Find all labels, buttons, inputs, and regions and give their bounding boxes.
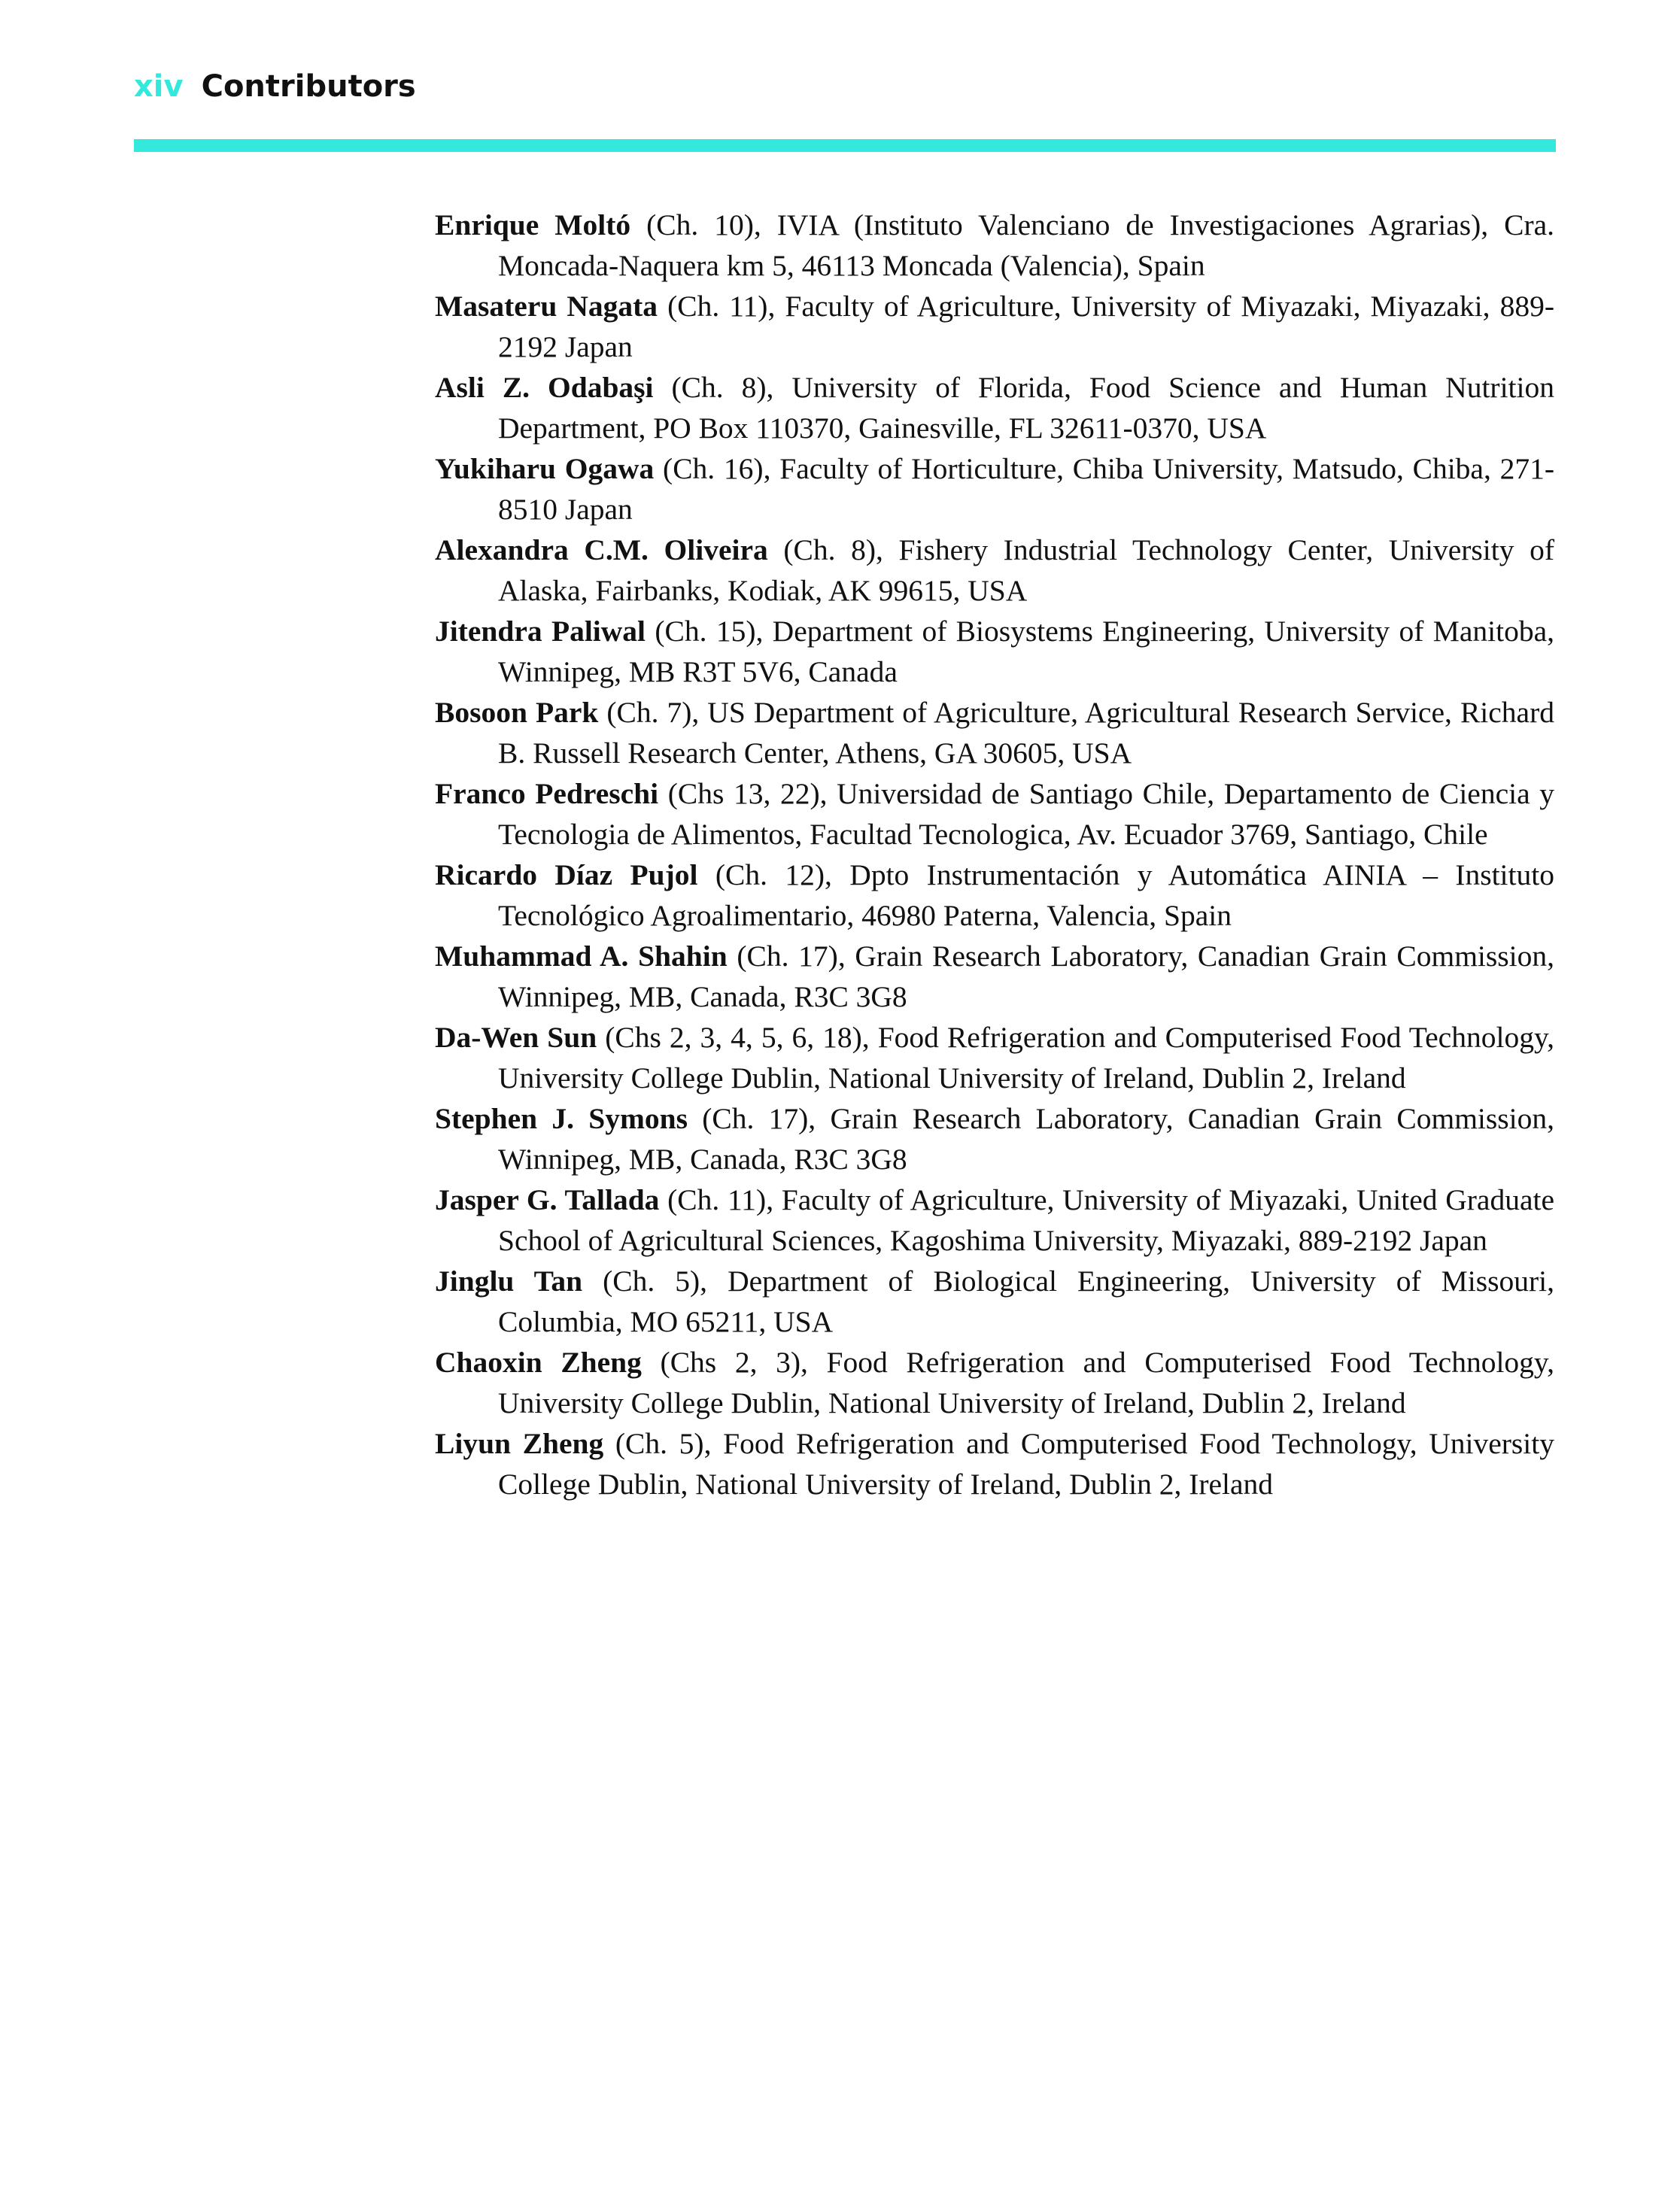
contributor-name: Yukiharu Ogawa — [435, 452, 655, 485]
contributor-entry — [435, 1017, 1554, 1098]
running-header — [134, 69, 416, 114]
contributor-details: (Ch. 17), Grain Research Laboratory, Canadian Grain Commission, Winnipeg, MB, Canada, R3C 3G8 — [498, 940, 1555, 1013]
contributor-entry — [435, 773, 1554, 855]
contributor-entry — [435, 1180, 1554, 1261]
contributor-name: Bosoon Park — [435, 696, 599, 729]
contributor-name: Enrique Moltó — [435, 208, 631, 241]
contributor-name: Liyun Zheng — [435, 1427, 604, 1460]
contributor-entry — [435, 1342, 1554, 1423]
contributor-details: (Ch. 7), US Department of Agriculture, Agricultural Research Service, Richard B. Russell Research Center, Athens, GA 30605, USA — [498, 696, 1554, 770]
page-number: xiv — [134, 69, 184, 104]
contributor-details: (Ch. 5), Food Refrigeration and Computerised Food Technology, University College Dublin, National University of Ireland, Dublin 2, Ireland — [498, 1427, 1554, 1501]
contributor-name: Muhammad A. Shahin — [435, 940, 728, 973]
contributor-details: (Ch. 11), Faculty of Agriculture, University of Miyazaki, United Graduate School of Agricultural Sciences, Kagoshima University, Miyazaki, 889-2192 Japan — [498, 1183, 1554, 1257]
contributor-entry — [435, 936, 1554, 1017]
contributor-details: (Chs 2, 3), Food Refrigeration and Computerised Food Technology, University College Dublin, National University of Ireland, Dublin 2, Ireland — [498, 1346, 1554, 1419]
contributor-details: (Ch. 11), Faculty of Agriculture, University of Miyazaki, Miyazaki, 889-2192 Japan — [498, 290, 1554, 363]
contributor-list — [435, 205, 1554, 1504]
contributor-name: Franco Pedreschi — [435, 777, 659, 810]
contributor-entry — [435, 1098, 1554, 1180]
contributor-details: (Ch. 5), Department of Biological Engineering, University of Missouri, Columbia, MO 65211, USA — [498, 1265, 1554, 1338]
section-title: Contributors — [201, 69, 416, 104]
contributor-entry — [435, 692, 1554, 773]
header-rule — [134, 139, 1556, 152]
contributor-name: Alexandra C.M. Oliveira — [435, 533, 768, 566]
contributor-entry — [435, 448, 1554, 530]
contributor-details: (Ch. 10), IVIA (Instituto Valenciano de Investigaciones Agrarias), Cra. Moncada-Naquera km 5, 46113 Moncada (Valencia), Spain — [498, 208, 1554, 282]
contributor-details: (Chs 2, 3, 4, 5, 6, 18), Food Refrigeration and Computerised Food Technology, University College Dublin, National University of Ireland, Dublin 2, Ireland — [498, 1021, 1554, 1094]
contributor-entry — [435, 1261, 1554, 1342]
contributor-name: Asli Z. Odabaşi — [435, 371, 654, 404]
contributor-entry — [435, 367, 1554, 448]
contributor-entry — [435, 530, 1554, 611]
contributor-name: Ricardo Díaz Pujol — [435, 858, 698, 891]
contributor-name: Masateru Nagata — [435, 290, 658, 323]
contributor-name: Da-Wen Sun — [435, 1021, 597, 1054]
contributor-details: (Ch. 16), Faculty of Horticulture, Chiba University, Matsudo, Chiba, 271-8510 Japan — [498, 452, 1555, 526]
contributor-name: Chaoxin Zheng — [435, 1346, 642, 1379]
contributor-details: (Ch. 8), University of Florida, Food Science and Human Nutrition Department, PO Box 110370, Gainesville, FL 32611-0370, USA — [498, 371, 1554, 445]
contributor-entry — [435, 1423, 1554, 1504]
contributor-details: (Ch. 17), Grain Research Laboratory, Canadian Grain Commission, Winnipeg, MB, Canada, R3C 3G8 — [498, 1102, 1554, 1176]
contributor-entry — [435, 611, 1554, 692]
contributor-entry — [435, 205, 1554, 286]
contributor-name: Jitendra Paliwal — [435, 615, 646, 648]
contributor-entry — [435, 286, 1554, 367]
contributor-name: Jinglu Tan — [435, 1265, 583, 1298]
contributor-details: (Ch. 12), Dpto Instrumentación y Automática AINIA – Instituto Tecnológico Agroalimentario, 46980 Paterna, Valencia, Spain — [498, 858, 1554, 932]
contributor-name: Stephen J. Symons — [435, 1102, 688, 1135]
contributor-name: Jasper G. Tallada — [435, 1183, 660, 1216]
contributor-details: (Chs 13, 22), Universidad de Santiago Chile, Departamento de Ciencia y Tecnologia de Alimentos, Facultad Tecnologica, Av. Ecuador 3769, Santiago, Chile — [498, 777, 1554, 851]
contributor-entry — [435, 855, 1554, 936]
contributor-details: (Ch. 8), Fishery Industrial Technology Center, University of Alaska, Fairbanks, Kodiak, AK 99615, USA — [498, 533, 1554, 607]
contributor-details: (Ch. 15), Department of Biosystems Engineering, University of Manitoba, Winnipeg, MB R3T 5V6, Canada — [498, 615, 1554, 688]
